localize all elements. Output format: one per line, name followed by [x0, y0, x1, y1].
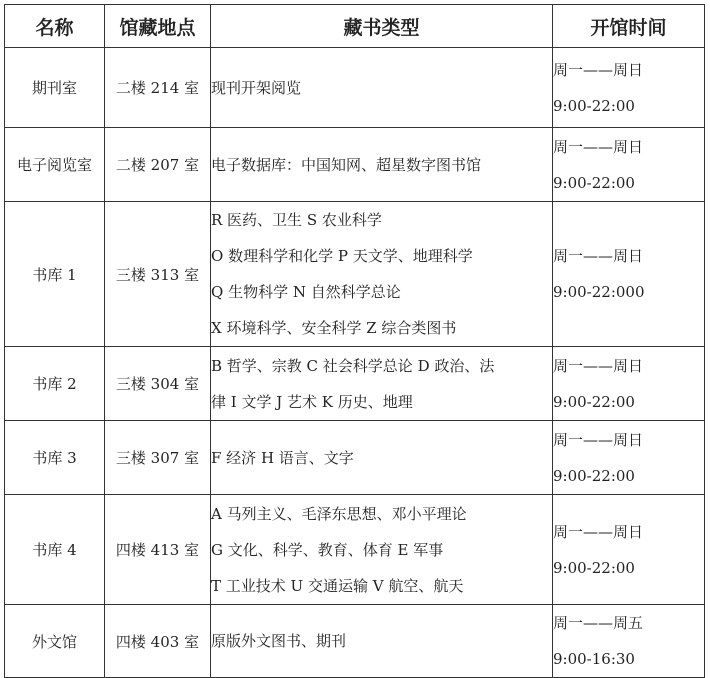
opening-hours	[553, 48, 705, 128]
opening-hours	[553, 347, 705, 421]
opening-days: 周一——周五	[553, 614, 644, 632]
collection-type-line: G 文化、科学、教育、体育 E 军事	[211, 540, 444, 559]
opening-time: 9:00-22:00	[553, 173, 635, 192]
table-row	[5, 421, 705, 495]
collection-type-line: 律 I 文学 J 艺术 K 历史、地理	[211, 392, 413, 411]
room-name: 书库 3	[5, 421, 105, 495]
opening-time: 9:00-22:00	[553, 466, 635, 485]
room-location: 四楼 403 室	[105, 605, 211, 678]
header-collection-type: 藏书类型	[211, 5, 553, 48]
collection-types	[211, 48, 553, 128]
opening-time: 9:00-22:00	[553, 558, 635, 577]
collection-type-line: R 医药、卫生 S 农业科学	[211, 211, 382, 229]
room-location: 四楼 413 室	[105, 495, 211, 605]
room-location: 二楼 207 室	[105, 128, 211, 202]
collection-type-line: 原版外文图书、期刊	[211, 632, 347, 650]
room-location: 三楼 307 室	[105, 421, 211, 495]
collection-type-line: Q 生物科学 N 自然科学总论	[211, 283, 401, 301]
table-row	[5, 347, 705, 421]
opening-days: 周一——周日	[553, 356, 644, 375]
library-schedule-table	[4, 4, 705, 678]
opening-hours	[553, 605, 705, 678]
opening-hours	[553, 128, 705, 202]
table-row	[5, 202, 705, 347]
collection-types	[211, 202, 553, 347]
table-header-row	[5, 5, 705, 48]
collection-type-line: O 数理科学和化学 P 天文学、地理科学	[211, 247, 473, 265]
room-name: 书库 2	[5, 347, 105, 421]
room-location: 三楼 313 室	[105, 202, 211, 347]
opening-time: 9:00-22:00	[553, 96, 635, 115]
table-row	[5, 495, 705, 605]
opening-hours	[553, 495, 705, 605]
collection-type-line: X 环境科学、安全科学 Z 综合类图书	[211, 319, 457, 337]
collection-types	[211, 128, 553, 202]
room-name: 书库 4	[5, 495, 105, 605]
header-opening-hours: 开馆时间	[553, 5, 705, 48]
room-location: 二楼 214 室	[105, 48, 211, 128]
opening-days: 周一——周日	[553, 430, 644, 449]
opening-days: 周一——周日	[553, 137, 644, 156]
collection-types	[211, 495, 553, 605]
table-row	[5, 48, 705, 128]
room-name: 期刊室	[5, 48, 105, 128]
collection-type-line: 现刊开架阅览	[211, 78, 302, 97]
room-name: 书库 1	[5, 202, 105, 347]
collection-type-line: T 工业技术 U 交通运输 V 航空、航天	[211, 576, 464, 595]
room-name	[5, 128, 105, 202]
header-location: 馆藏地点	[105, 5, 211, 48]
collection-types	[211, 605, 553, 678]
table-row	[5, 605, 705, 678]
opening-days: 周一——周日	[553, 60, 644, 79]
collection-type-line: 电子数据库：中国知网、超星数字图书馆	[211, 155, 482, 174]
room-name-text: 电子阅览室	[16, 155, 92, 174]
room-location: 三楼 304 室	[105, 347, 211, 421]
opening-days: 周一——周日	[553, 247, 644, 265]
opening-time: 9:00-22:00	[553, 392, 635, 411]
collection-types	[211, 347, 553, 421]
table-row	[5, 128, 705, 202]
header-name: 名称	[5, 5, 105, 48]
collection-type-line: F 经济 H 语言、文字	[211, 448, 354, 467]
collection-type-line: A 马列主义、毛泽东思想、邓小平理论	[211, 504, 467, 523]
collection-types	[211, 421, 553, 495]
opening-time: 9:00-16:30	[553, 650, 635, 668]
opening-hours	[553, 202, 705, 347]
opening-days: 周一——周日	[553, 522, 644, 541]
room-name: 外文馆	[5, 605, 105, 678]
opening-hours	[553, 421, 705, 495]
collection-type-line: B 哲学、宗教 C 社会科学总论 D 政治、法	[211, 356, 495, 375]
opening-time: 9:00-22:000	[553, 283, 645, 301]
